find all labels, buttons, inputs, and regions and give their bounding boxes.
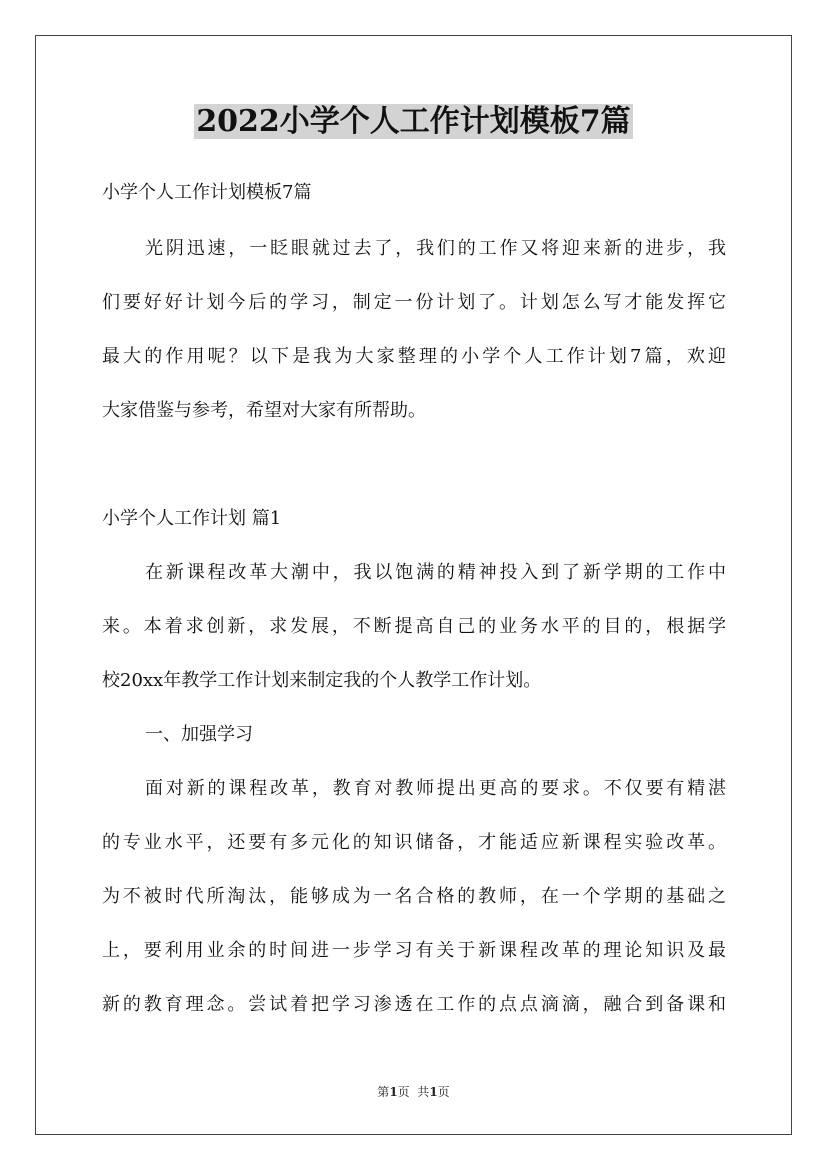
section1-line-2: 来。本着求创新，求发展，不断提高自己的业务水平的目的，根据学	[102, 616, 726, 637]
footer-page-current: 1	[389, 1085, 398, 1099]
document-title-text: 2022小学个人工作计划模板7篇	[196, 104, 631, 139]
document-title	[0, 100, 827, 144]
section1-para2-line-3: 为不被时代所淘汰，能够成为一名合格的教师，在一个学期的基础之	[102, 886, 726, 907]
intro-line-3: 最大的作用呢？以下是我为大家整理的小学个人工作计划7篇，欢迎	[102, 346, 726, 367]
intro-line-1: 光阴迅速，一眨眼就过去了，我们的工作又将迎来新的进步，我	[145, 238, 726, 259]
section1-line-1: 在新课程改革大潮中，我以饱满的精神投入到了新学期的工作中	[145, 562, 726, 583]
intro-line-4: 大家借鉴与参考，希望对大家有所帮助。	[102, 400, 426, 421]
footer-page-suffix: 页	[437, 1085, 450, 1099]
section1-para2-line-5: 新的教育理念。尝试着把学习渗透在工作的点点滴滴，融合到备课和	[102, 994, 726, 1015]
subheading-strengthen-learning: 一、加强学习	[145, 724, 253, 745]
document-subtitle: 小学个人工作计划模板7篇	[102, 182, 312, 203]
section1-para2-line-2: 的专业水平，还要有多元化的知识储备，才能适应新课程实验改革。	[102, 832, 726, 853]
footer-page-total: 1	[429, 1085, 438, 1099]
section1-para2-line-4: 上，要利用业余的时间进一步学习有关于新课程改革的理论知识及最	[102, 940, 726, 961]
section1-heading: 小学个人工作计划 篇1	[102, 508, 282, 529]
footer-page-prefix: 第	[377, 1085, 390, 1099]
footer-page-mid: 页 共	[397, 1085, 430, 1099]
section1-para2-line-1: 面对新的课程改革，教育对教师提出更高的要求。不仅要有精湛	[145, 778, 726, 799]
section1-line-3: 校20xx年教学工作计划来制定我的个人教学工作计划。	[102, 670, 542, 691]
page-footer	[0, 1083, 827, 1101]
intro-line-2: 们要好好计划今后的学习，制定一份计划了。计划怎么写才能发挥它	[102, 292, 726, 313]
